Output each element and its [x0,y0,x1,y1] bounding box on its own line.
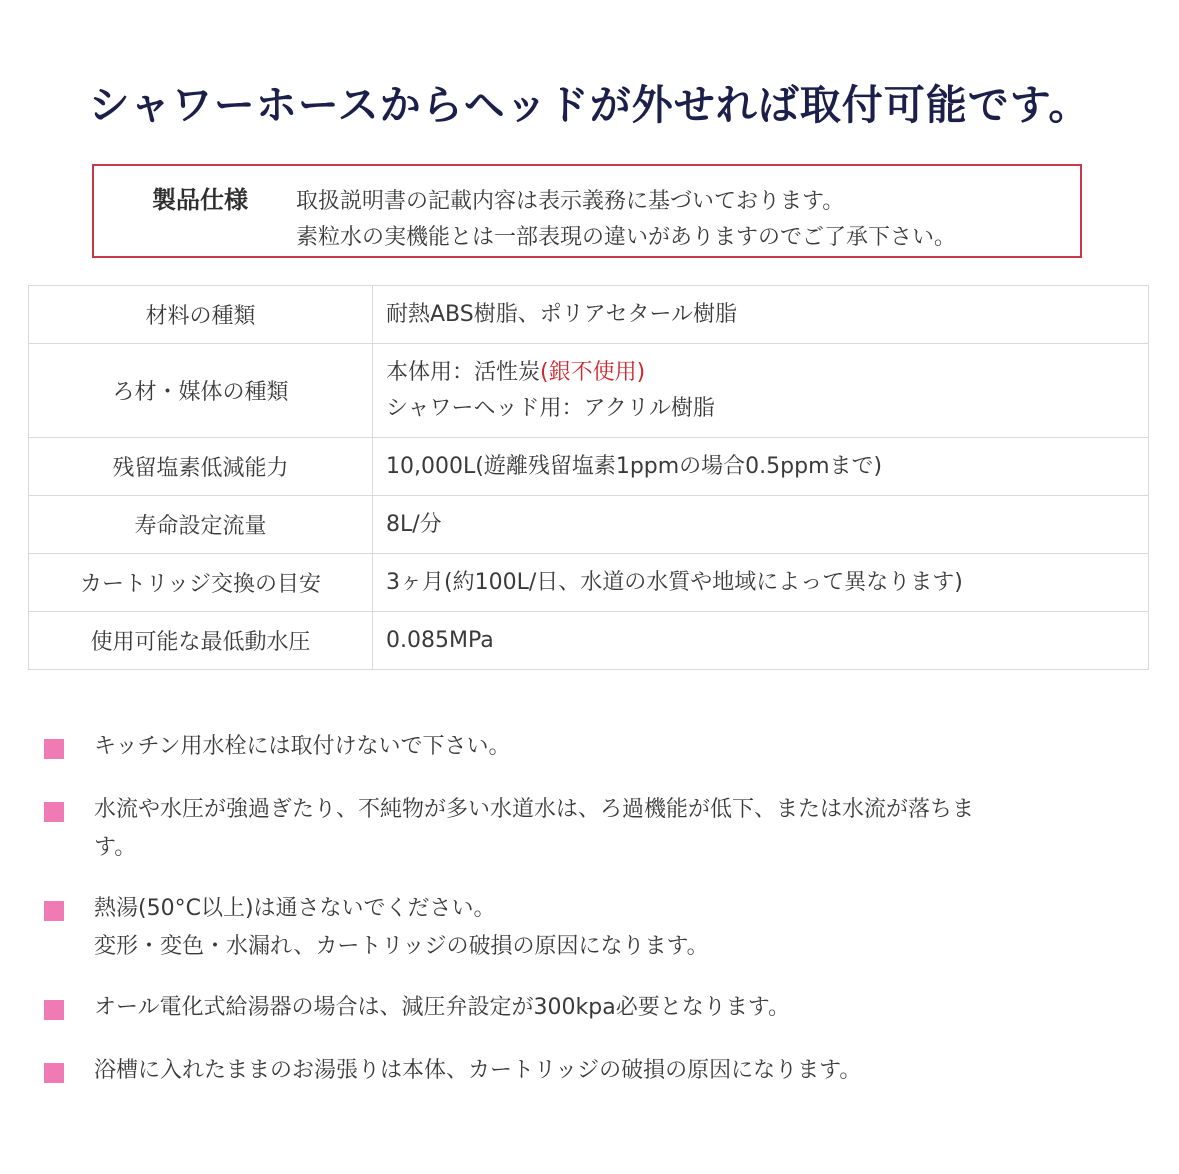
note-text [94,791,1134,867]
spec-label: 材料の種類 [29,286,373,344]
spec-label: 使用可能な最低動水圧 [29,612,373,670]
table-row [29,286,1149,344]
note-line: す。 [94,835,137,860]
spec-value-line-2: シャワーヘッド用：アクリル樹脂 [386,395,715,421]
spec-value-highlight: (銀不使用) [540,359,646,385]
spec-value: 0.085MPa [373,612,1149,670]
note-line: 浴槽に入れたままのお湯張りは本体、カートリッジの破損の原因になります。 [94,1058,862,1083]
note-line: オール電化式給湯器の場合は、減圧弁設定が300kpa必要となります。 [94,995,790,1020]
notice-line-1: 取扱説明書の記載内容は表示義務に基づいております。 [296,189,845,214]
note-text [94,890,1134,966]
table-row [29,344,1149,438]
notice-text [296,184,956,256]
notice-line-2: 素粒水の実機能とは一部表現の違いがありますのでご了承下さい。 [296,225,957,250]
table-row [29,554,1149,612]
spec-label: カートリッジ交換の目安 [29,554,373,612]
pink-square-bullet-icon [44,802,64,822]
spec-value-text: 本体用：活性炭 [386,359,541,385]
spec-table [28,285,1149,670]
note-text [94,728,1134,766]
spec-value: 8L/分 [373,496,1149,554]
note-text [94,989,1134,1027]
note-line: キッチン用水栓には取付けないで下さい。 [94,734,511,759]
page-headline: シャワーホースからヘッドが外せれば取付可能です。 [88,81,1091,129]
pink-square-bullet-icon [44,1063,64,1083]
note-line: 変形・変色・水漏れ、カートリッジの破損の原因になります。 [94,934,709,959]
note-line: 水流や水圧が強過ぎたり、不純物が多い水道水は、ろ過機能が低下、または水流が落ちま [94,797,975,822]
spec-value: 10,000L(遊離残留塩素1ppmの場合0.5ppmまで) [373,438,1149,496]
spec-value-line-1 [386,355,1148,391]
pink-square-bullet-icon [44,739,64,759]
table-row [29,496,1149,554]
note-text [94,1052,1134,1090]
table-row [29,612,1149,670]
spec-value: 耐熱ABS樹脂、ポリアセタール樹脂 [373,286,1149,344]
notice-title: 製品仕様 [152,186,248,214]
table-row [29,438,1149,496]
spec-label: 残留塩素低減能力 [29,438,373,496]
notice-box [92,164,1082,258]
pink-square-bullet-icon [44,901,64,921]
spec-label: 寿命設定流量 [29,496,373,554]
spec-label: ろ材・媒体の種類 [29,344,373,438]
note-line: 熱湯(50°C以上)は通さないでください。 [94,896,496,921]
spec-value [373,344,1149,438]
pink-square-bullet-icon [44,1000,64,1020]
spec-value: 3ヶ月(約100L/日、水道の水質や地域によって異なります) [373,554,1149,612]
